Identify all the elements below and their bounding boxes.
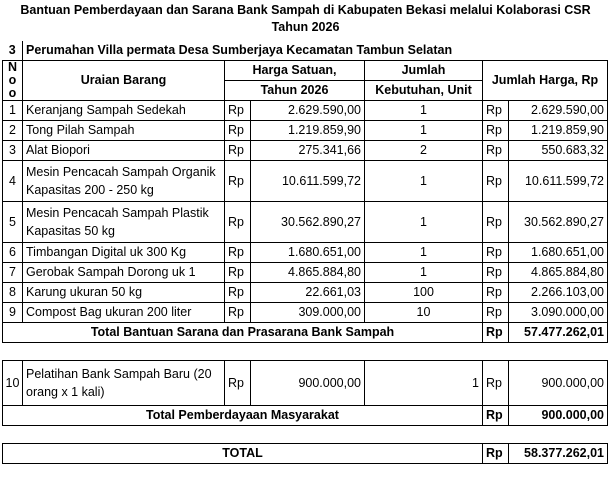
location-number: 3: [3, 41, 23, 61]
grand-total-currency: Rp: [483, 444, 509, 464]
subtotal-pemberdayaan-row: [3, 406, 608, 426]
header-qty-2: Kebutuhan, Unit: [365, 81, 483, 101]
quantity: 1: [365, 202, 483, 243]
spacer-cell: [3, 426, 608, 444]
subtotal-sarana-label: Total Bantuan Sarana dan Prasarana Bank Sampah: [3, 323, 483, 343]
training-total-currency: Rp: [483, 361, 509, 406]
price-currency: Rp: [225, 303, 251, 323]
quantity: 1: [365, 161, 483, 202]
line-total: 550.683,32: [509, 141, 608, 161]
item-description: Mesin Pencacah Sampah Organik Kapasitas 200 - 250 kg: [23, 161, 225, 202]
subtotal-pemberdayaan-value: 900.000,00: [509, 406, 608, 426]
price-currency: Rp: [225, 161, 251, 202]
total-currency: Rp: [483, 303, 509, 323]
unit-price: 22.661,03: [251, 283, 365, 303]
total-currency: Rp: [483, 121, 509, 141]
line-total: 3.090.000,00: [509, 303, 608, 323]
training-price-currency: Rp: [225, 361, 251, 406]
quantity: 1: [365, 243, 483, 263]
item-description: Gerobak Sampah Dorong uk 1: [23, 263, 225, 283]
unit-price: 1.680.651,00: [251, 243, 365, 263]
subtotal-pemberdayaan-currency: Rp: [483, 406, 509, 426]
price-currency: Rp: [225, 243, 251, 263]
spacer-row: [3, 426, 608, 444]
row-number: 4: [3, 161, 23, 202]
grand-total-row: [3, 444, 608, 464]
item-description: Alat Biopori: [23, 141, 225, 161]
row-number: 5: [3, 202, 23, 243]
table-row: [3, 243, 608, 263]
total-currency: Rp: [483, 141, 509, 161]
subtotal-sarana-currency: Rp: [483, 323, 509, 343]
row-number: 3: [3, 141, 23, 161]
subtotal-sarana-row: [3, 323, 608, 343]
quantity: 2: [365, 141, 483, 161]
table-row: [3, 283, 608, 303]
unit-price: 4.865.884,80: [251, 263, 365, 283]
item-description: Tong Pilah Sampah: [23, 121, 225, 141]
row-number: 8: [3, 283, 23, 303]
quantity: 100: [365, 283, 483, 303]
title-line-2: Tahun 2026: [271, 20, 340, 34]
quantity: 10: [365, 303, 483, 323]
unit-price: 2.629.590,00: [251, 101, 365, 121]
line-total: 4.865.884,80: [509, 263, 608, 283]
line-total: 10.611.599,72: [509, 161, 608, 202]
table-row: [3, 121, 608, 141]
item-description: Keranjang Sampah Sedekah: [23, 101, 225, 121]
item-description: Karung ukuran 50 kg: [23, 283, 225, 303]
unit-price: 10.611.599,72: [251, 161, 365, 202]
header-price-1: Harga Satuan,: [225, 61, 365, 81]
price-currency: Rp: [225, 101, 251, 121]
subtotal-pemberdayaan-label: Total Pemberdayaan Masyarakat: [3, 406, 483, 426]
row-number: 1: [3, 101, 23, 121]
line-total: 2.629.590,00: [509, 101, 608, 121]
unit-price: 1.219.859,90: [251, 121, 365, 141]
total-currency: Rp: [483, 202, 509, 243]
price-currency: Rp: [225, 121, 251, 141]
title-line-1: Bantuan Pemberdayaan dan Sarana Bank Sampah di Kabupaten Bekasi melalui Kolaborasi CSR: [20, 3, 591, 17]
row-number: 2: [3, 121, 23, 141]
header-price-2: Tahun 2026: [225, 81, 365, 101]
line-total: 1.680.651,00: [509, 243, 608, 263]
total-currency: Rp: [483, 283, 509, 303]
quantity: 1: [365, 101, 483, 121]
spacer-row: [3, 343, 608, 361]
unit-price: 275.341,66: [251, 141, 365, 161]
table-row: [3, 101, 608, 121]
line-total: 2.266.103,00: [509, 283, 608, 303]
total-currency: Rp: [483, 101, 509, 121]
header-total: Jumlah Harga, Rp: [483, 61, 608, 101]
price-currency: Rp: [225, 283, 251, 303]
price-currency: Rp: [225, 202, 251, 243]
price-currency: Rp: [225, 263, 251, 283]
total-currency: Rp: [483, 263, 509, 283]
item-description: Timbangan Digital uk 300 Kg: [23, 243, 225, 263]
training-line-total: 900.000,00: [509, 361, 608, 406]
subtotal-sarana-value: 57.477.262,01: [509, 323, 608, 343]
quantity: 1: [365, 121, 483, 141]
training-row: [3, 361, 608, 406]
table-row: [3, 141, 608, 161]
line-total: 30.562.890,27: [509, 202, 608, 243]
row-number: 6: [3, 243, 23, 263]
total-currency: Rp: [483, 161, 509, 202]
table-row: [3, 263, 608, 283]
grand-total-label: TOTAL: [3, 444, 483, 464]
row-number: 9: [3, 303, 23, 323]
table-row: [3, 202, 608, 243]
training-quantity: 1: [365, 361, 483, 406]
budget-table: [2, 41, 608, 464]
header-no: N o o: [3, 61, 23, 101]
unit-price: 309.000,00: [251, 303, 365, 323]
training-description: Pelatihan Bank Sampah Baru (20 orang x 1 kali): [23, 361, 225, 406]
header-item: Uraian Barang: [23, 61, 225, 101]
price-currency: Rp: [225, 141, 251, 161]
item-description: Mesin Pencacah Sampah Plastik Kapasitas 50 kg: [23, 202, 225, 243]
line-total: 1.219.859,90: [509, 121, 608, 141]
header-qty-1: Jumlah: [365, 61, 483, 81]
location-name: Perumahan Villa permata Desa Sumberjaya Kecamatan Tambun Selatan: [23, 41, 608, 61]
sheet-title: [0, 0, 611, 36]
spacer-cell: [3, 343, 608, 361]
table-row: [3, 161, 608, 202]
quantity: 1: [365, 263, 483, 283]
item-description: Compost Bag ukuran 200 liter: [23, 303, 225, 323]
unit-price: 30.562.890,27: [251, 202, 365, 243]
row-number: 7: [3, 263, 23, 283]
training-unit-price: 900.000,00: [251, 361, 365, 406]
grand-total-value: 58.377.262,01: [509, 444, 608, 464]
table-row: [3, 303, 608, 323]
total-currency: Rp: [483, 243, 509, 263]
training-number: 10: [3, 361, 23, 406]
